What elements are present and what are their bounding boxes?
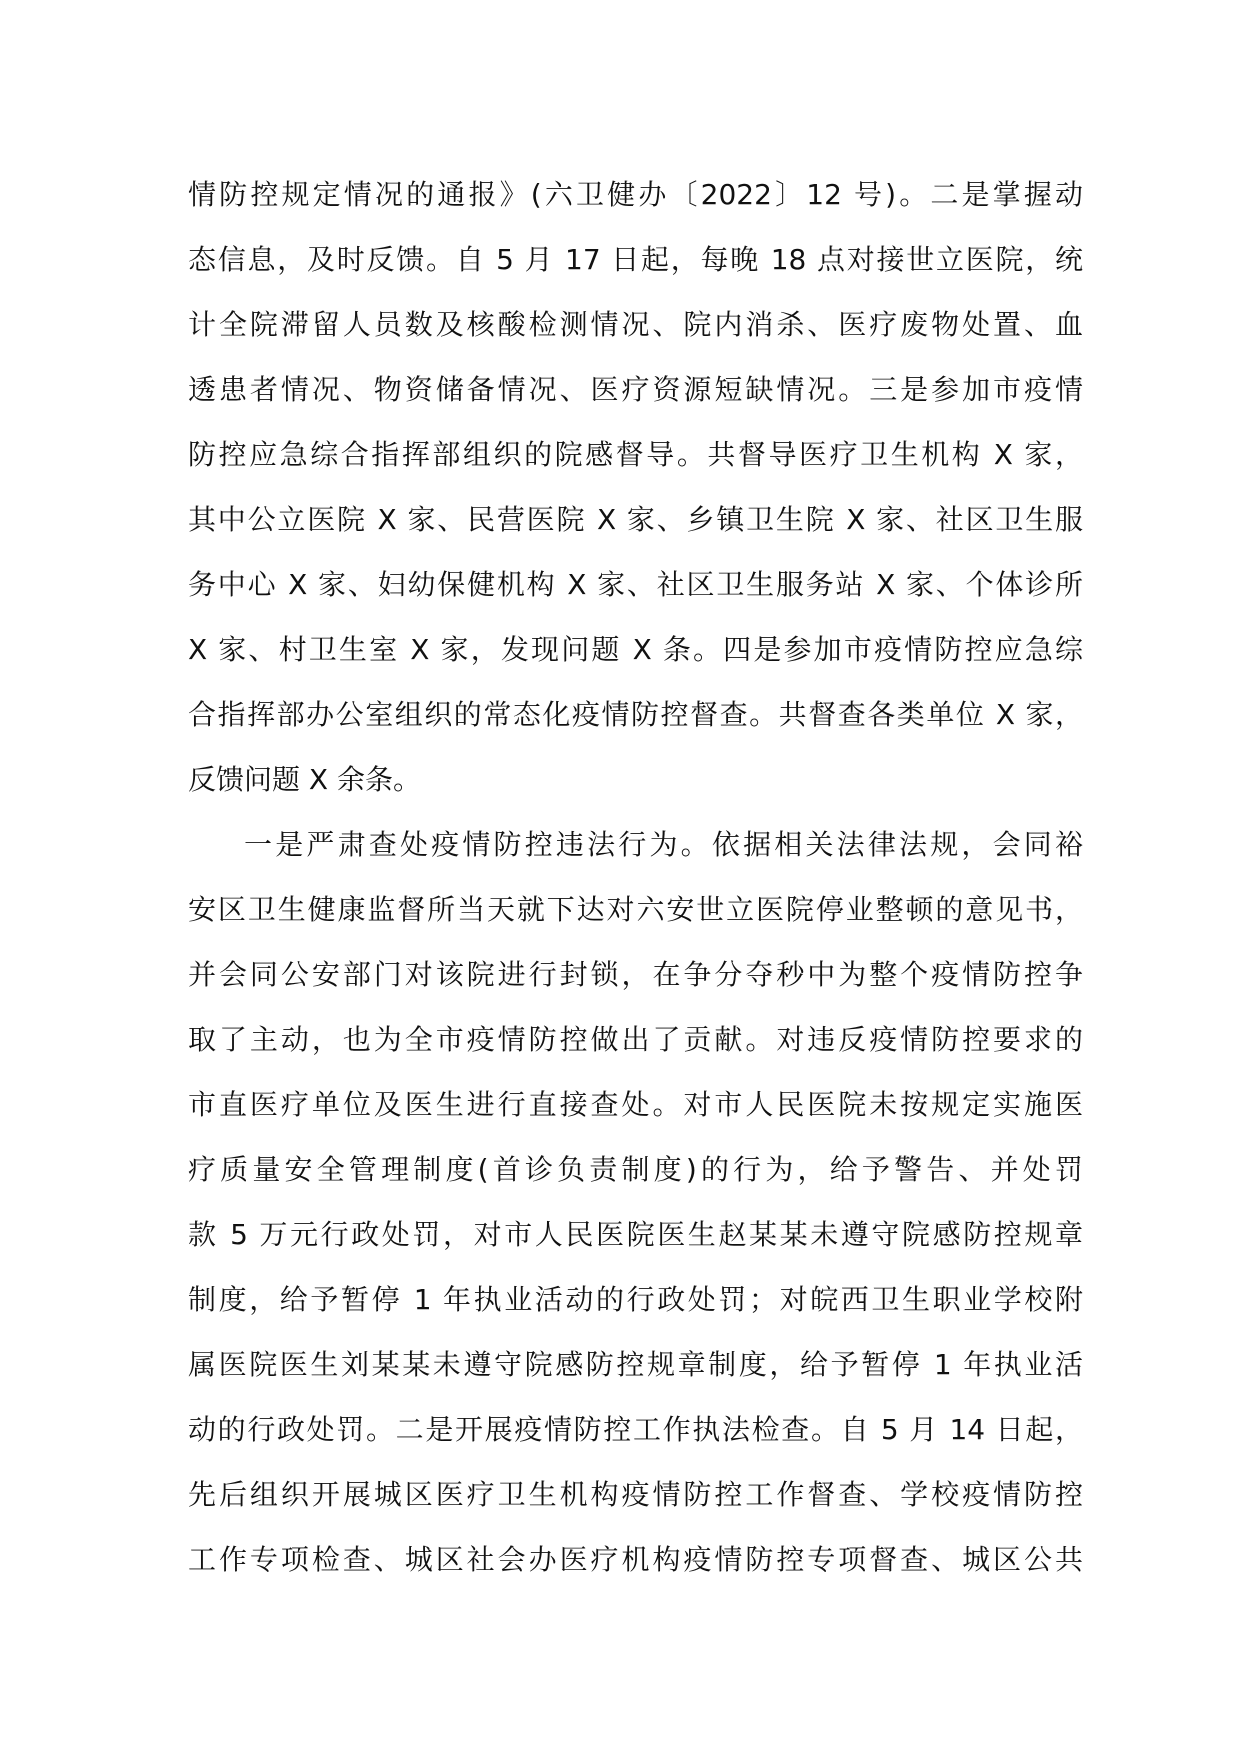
text-line: 安区卫生健康监督所当天就下达对六安世立医院停业整顿的意见书，	[188, 893, 1083, 926]
text-line: 取了主动，也为全市疫情防控做出了贡献。对违反疫情防控要求的	[188, 1023, 1083, 1056]
text-line: 情防控规定情况的通报》(六卫健办〔2022〕12 号)。二是掌握动	[188, 178, 1083, 211]
text-line: 工作专项检查、城区社会办医疗机构疫情防控专项督查、城区公共	[188, 1543, 1083, 1576]
text-line: 一是严肃查处疫情防控违法行为。依据相关法律法规，会同裕	[244, 828, 1083, 861]
text-line: 合指挥部办公室组织的常态化疫情防控督查。共督查各类单位 X 家，	[188, 698, 1083, 731]
text-line: 态信息，及时反馈。自 5 月 17 日起，每晚 18 点对接世立医院，统	[188, 243, 1083, 276]
text-line: 先后组织开展城区医疗卫生机构疫情防控工作督查、学校疫情防控	[188, 1478, 1083, 1511]
text-line: 反馈问题 X 余条。	[188, 763, 421, 796]
text-line: 透患者情况、物资储备情况、医疗资源短缺情况。三是参加市疫情	[188, 373, 1083, 406]
text-line: 防控应急综合指挥部组织的院感督导。共督导医疗卫生机构 X 家，	[188, 438, 1083, 471]
text-line: 属医院医生刘某某未遵守院感防控规章制度，给予暂停 1 年执业活	[188, 1348, 1083, 1381]
text-line: 疗质量安全管理制度(首诊负责制度)的行为，给予警告、并处罚	[188, 1153, 1083, 1186]
paragraph-2	[188, 822, 1083, 1602]
text-line: 计全院滞留人员数及核酸检测情况、院内消杀、医疗废物处置、血	[188, 308, 1083, 341]
text-line: 务中心 X 家、妇幼保健机构 X 家、社区卫生服务站 X 家、个体诊所	[188, 568, 1083, 601]
text-line: 市直医疗单位及医生进行直接查处。对市人民医院未按规定实施医	[188, 1088, 1083, 1121]
text-line: X 家、村卫生室 X 家，发现问题 X 条。四是参加市疫情防控应急综	[188, 633, 1083, 666]
text-line: 款 5 万元行政处罚，对市人民医院医生赵某某未遵守院感防控规章	[188, 1218, 1083, 1251]
paragraph-1	[188, 172, 1083, 822]
text-line: 制度，给予暂停 1 年执业活动的行政处罚；对皖西卫生职业学校附	[188, 1283, 1083, 1316]
text-line: 其中公立医院 X 家、民营医院 X 家、乡镇卫生院 X 家、社区卫生服	[188, 503, 1083, 536]
text-line: 并会同公安部门对该院进行封锁，在争分夺秒中为整个疫情防控争	[188, 958, 1083, 991]
text-line: 动的行政处罚。二是开展疫情防控工作执法检查。自 5 月 14 日起，	[188, 1413, 1083, 1446]
